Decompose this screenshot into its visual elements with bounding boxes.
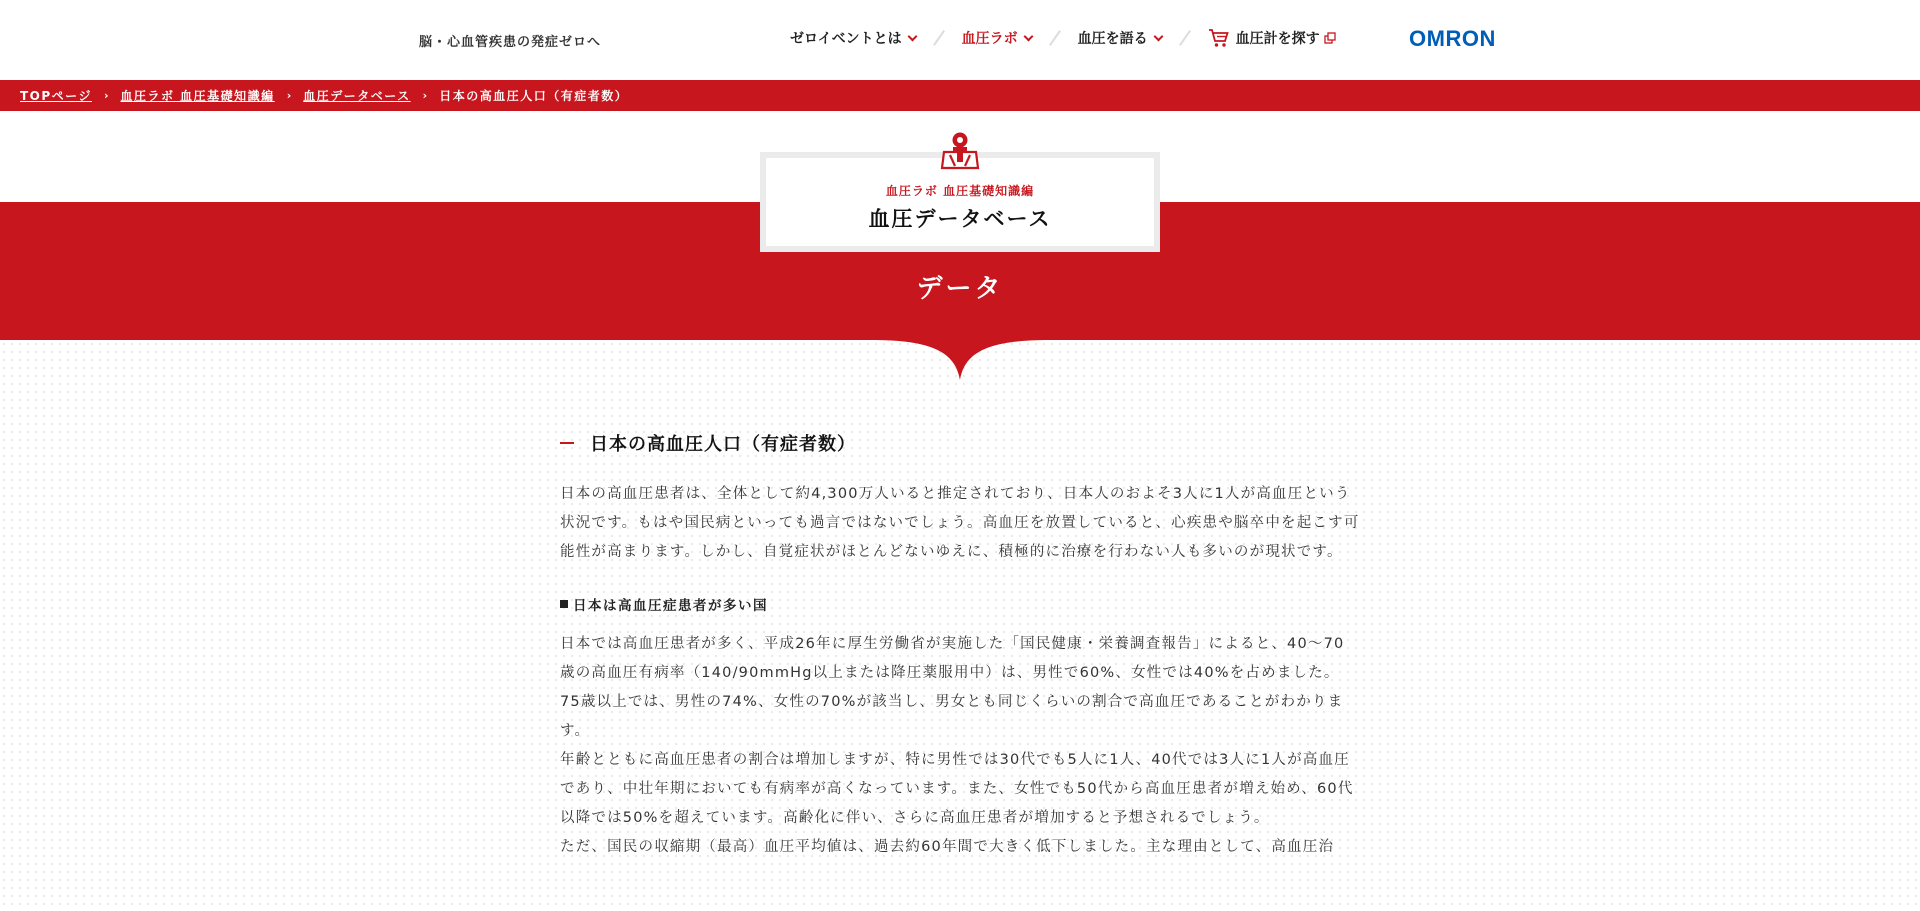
site-header [0,0,1920,80]
nav-divider [1179,30,1191,46]
chevron-right-icon: › [422,89,428,102]
external-link-icon [1324,32,1336,44]
breadcrumb-bp-lab-basics[interactable]: 血圧ラボ 血圧基礎知識編 [120,89,275,103]
subheading [560,594,1360,614]
article-content [560,430,1360,862]
nav-talk-bp-label: 血圧を語る [1077,31,1148,47]
hero-category: 血圧ラボ 血圧基礎知識編 [885,184,1035,198]
breadcrumb-top[interactable]: TOPページ [20,89,92,103]
nav-bp-lab-label: 血圧ラボ [961,31,1018,47]
breadcrumb-current: 日本の高血圧人口（有症者数） [439,89,629,103]
chevron-right-icon: › [286,89,292,102]
square-bullet-icon [560,600,568,608]
body-paragraph: 年齢とともに高血圧患者の割合は増加しますが、特に男性では30代でも5人に1人、40代では3人に1人が高血圧であり、中壮年期においても有病率が高くなっています。また、女性でも50代から高血圧患者が増え始め、60代以降では50%を超えています。高齢化に伴い、さらに高血圧患者が増加すると予想されるでしょう。 [560,752,1354,826]
nav-zero-event-label: ゼロイベントとは [790,31,902,47]
nav-talk-bp[interactable] [1078,28,1162,48]
subheading-text: 日本は高血圧症患者が多い国 [573,598,768,614]
chevron-down-icon [907,31,917,41]
intro-paragraph: 日本の高血圧患者は、全体として約4,300万人いると推定されており、日本人のおよそ3人に1人が高血圧という状況です。もはや国民病といっても過言ではないでしょう。高血圧を放置していると、心疾患や脳卒中を起こす可能性が高まります。しかし、自覚症状がほとんどないゆえに、積極的に治療を行わない人も多いのが現状です。 [560,486,1360,560]
heading-dash-icon [560,442,574,444]
bp-lab-icon [938,128,982,170]
omron-logo[interactable]: OMRON [1409,26,1496,51]
chevron-right-icon: › [103,89,109,102]
body-paragraph: ただ、国民の収縮期（最高）血圧平均値は、過去約60年間で大きく低下しました。主な理由として、高血圧治 [560,839,1335,855]
nav-zero-event[interactable] [790,28,916,48]
site-tagline[interactable]: 脳・心血管疾患の発症ゼロへ [419,35,602,50]
section-heading [560,430,1360,456]
nav-find-monitor-label: 血圧計を探す [1235,31,1320,47]
nav-find-monitor[interactable] [1208,28,1336,48]
nav-bp-lab[interactable] [962,28,1032,48]
cart-icon [1208,28,1230,48]
nav-divider [1049,30,1061,46]
body-paragraph: 日本では高血圧患者が多く、平成26年に厚生労働省が実施した「国民健康・栄養調査報告」によると、40～70歳の高血圧有病率（140/90mmHg以上または降圧薬服用中）は、男性で60%、女性では40%を占めました。75歳以上では、男性の74%、女性の70%が該当し、男女とも同じくらいの割合で高血圧であることがわかります。 [560,636,1345,739]
hero-notch-shape [0,339,1920,384]
chevron-down-icon [1023,31,1033,41]
chevron-down-icon [1153,31,1163,41]
page-title: 血圧データベース [868,207,1052,231]
nav-divider [933,30,945,46]
breadcrumb [0,80,1920,111]
section-heading-text: 日本の高血圧人口（有症者数） [590,434,856,455]
breadcrumb-bp-database[interactable]: 血圧データベース [303,89,411,103]
hero-section-label: データ [916,274,1004,304]
global-nav [790,28,1336,48]
